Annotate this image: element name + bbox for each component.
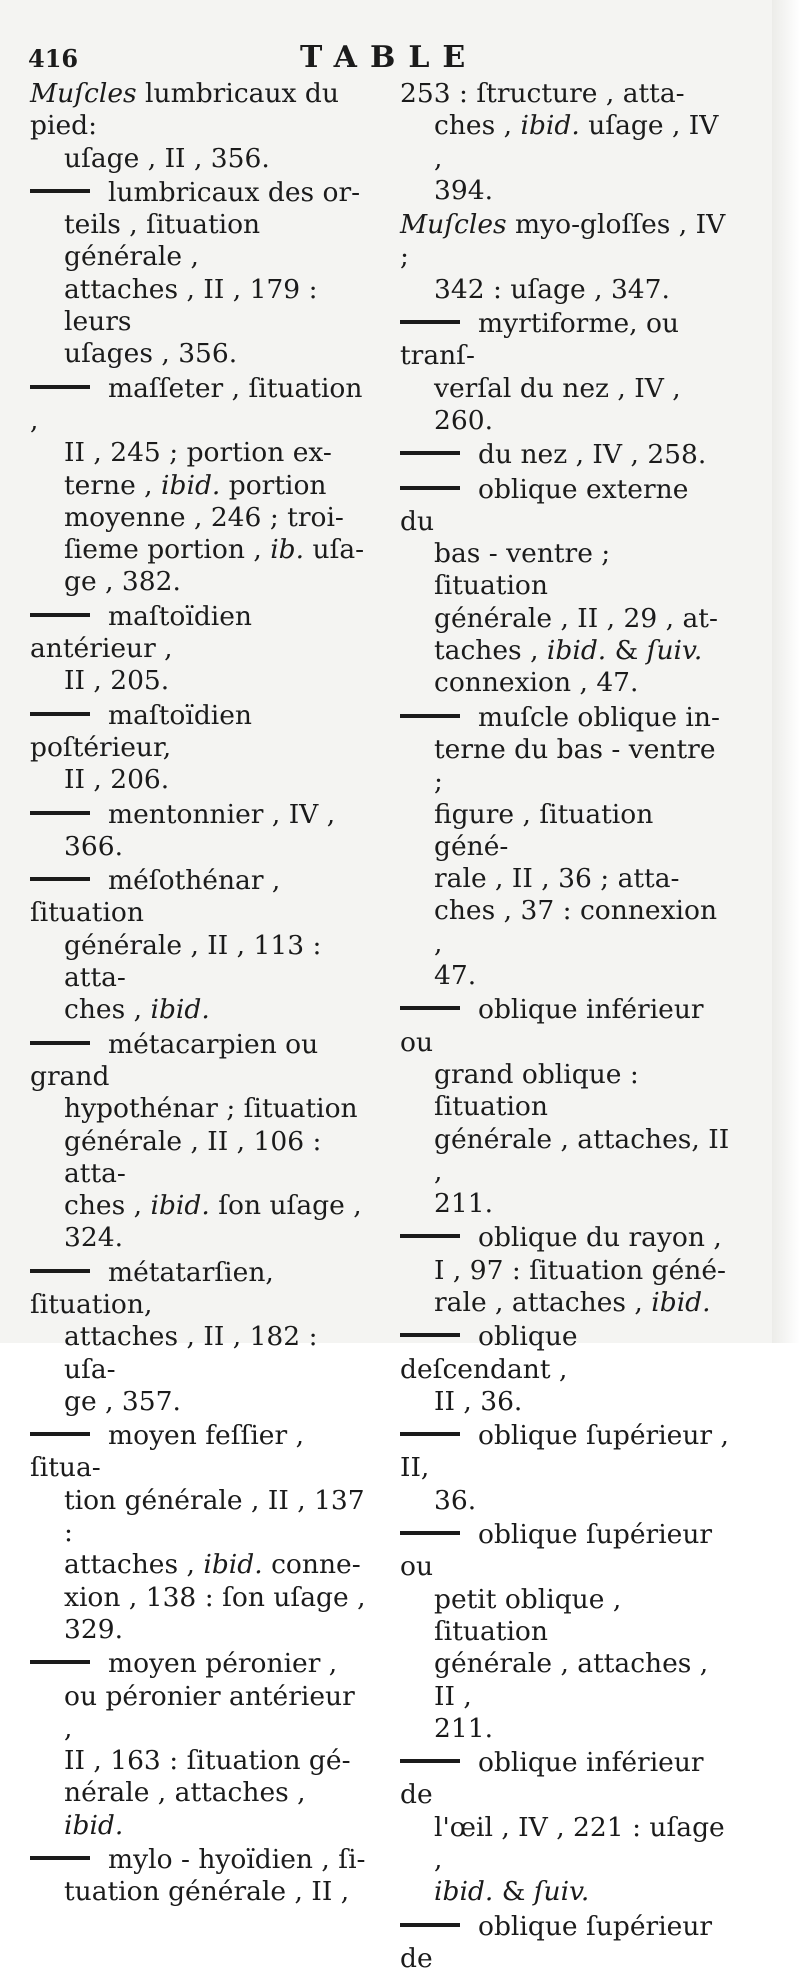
- entry-line: uſage , II , 356.: [64, 142, 270, 174]
- entry-line: petit oblique , ſituation: [434, 1583, 622, 1647]
- ditto-dash: [400, 1531, 460, 1535]
- reference-abbrev: ibid.: [203, 1549, 263, 1581]
- head-word: Muſcles: [30, 78, 146, 109]
- ditto-dash: [400, 486, 460, 490]
- entry-line: oblique du rayon ,: [400, 1222, 730, 1254]
- entry-line: xion , 138 : ſon uſage ,: [64, 1581, 366, 1613]
- entry-line: 329.: [64, 1613, 124, 1645]
- entry-line: 394.: [434, 174, 494, 206]
- entry-line: ches , ibid. ſon uſage ,: [64, 1190, 362, 1222]
- reference-abbrev: ſuiv.: [646, 635, 703, 667]
- ditto-dash: [30, 385, 90, 389]
- ditto-dash: [30, 877, 90, 881]
- ditto-dash: [400, 1234, 460, 1238]
- entry-line: attaches , II , 182 : uſa-: [64, 1321, 318, 1385]
- entry-line: hypothénar ; ſituation: [64, 1093, 358, 1125]
- ditto-dash: [400, 451, 460, 455]
- entry-line: métacarpien ou grand: [30, 1028, 319, 1092]
- entry-line: générale , II , 113 : atta-: [64, 929, 322, 994]
- entry-line: ge , 382.: [64, 566, 181, 598]
- index-entry: [400, 1420, 730, 1517]
- index-entry: [400, 439, 730, 471]
- index-entry: [30, 1029, 370, 1255]
- entry-line: oblique inférieur ou: [400, 994, 704, 1058]
- entry-line: oblique externe du: [400, 473, 689, 537]
- entry-line: 47.: [434, 960, 477, 992]
- entry-line: maſtoïdien poſtérieur,: [30, 699, 253, 763]
- entry-line: méſothénar , ſituation: [30, 865, 281, 929]
- entry-line: attaches , ibid. conne-: [64, 1549, 361, 1581]
- index-entry: [30, 865, 370, 1026]
- ditto-dash: [400, 1759, 460, 1763]
- entry-line: 211.: [434, 1712, 494, 1744]
- entry-line: grand oblique : ſituation: [434, 1058, 639, 1123]
- entry-line: moyen feſſier , ſitua-: [30, 1420, 305, 1484]
- entry-line: 324.: [64, 1222, 124, 1254]
- entry-line: tion générale , II , 137 :: [64, 1484, 365, 1549]
- entry-line: connexion , 47.: [434, 667, 639, 699]
- entry-line: II , 205.: [64, 665, 170, 697]
- index-entry: [400, 78, 730, 207]
- ditto-dash: [30, 1269, 90, 1273]
- index-entry: [30, 1648, 370, 1842]
- index-entry: [400, 209, 730, 306]
- entry-line: ibid. & ſuiv.: [434, 1876, 590, 1908]
- index-entry: [400, 702, 730, 993]
- ditto-dash: [30, 1432, 90, 1436]
- entry-line: tuation générale , II ,: [64, 1876, 350, 1908]
- ditto-dash: [30, 1041, 90, 1045]
- entry-line: mentonnier , IV ,: [30, 799, 370, 831]
- ditto-dash: [30, 811, 90, 815]
- entry-line: oblique ſupérieur , II,: [400, 1420, 729, 1484]
- ditto-dash: [400, 1333, 460, 1337]
- running-head: TABLE: [300, 40, 479, 75]
- entry-line: figure , ſituation géné-: [434, 798, 654, 862]
- entry-line: Muſcles myo-gloſſes , IV ;: [400, 209, 726, 273]
- ditto-dash: [400, 1923, 460, 1927]
- entry-line: oblique deſcendant ,: [400, 1321, 578, 1385]
- entry-line: Muſcles lumbricaux du pied:: [30, 78, 339, 142]
- entry-line: rale , II , 36 ; atta-: [434, 863, 680, 895]
- entry-line: générale , II , 106 : atta-: [64, 1125, 322, 1189]
- index-entry: [30, 1844, 370, 1909]
- entry-line: 366.: [64, 830, 124, 862]
- reference-abbrev: ibid.: [651, 1286, 711, 1318]
- index-entry: [400, 308, 730, 437]
- entry-line: ches , 37 : connexion ,: [434, 895, 718, 959]
- entry-line: verſal du nez , IV ,: [434, 372, 681, 404]
- index-entry: [400, 1222, 730, 1319]
- left-column: [30, 78, 370, 1911]
- entry-line: maſtoïdien antérieur ,: [30, 600, 253, 665]
- index-entry: [30, 1420, 370, 1646]
- entry-line: myrtiforme, ou tranſ-: [400, 308, 680, 372]
- index-entry: [400, 1911, 730, 1976]
- ditto-dash: [400, 714, 460, 718]
- ditto-dash: [400, 1006, 460, 1010]
- entry-line: générale , II , 29 , at-: [434, 602, 718, 634]
- index-entry: [400, 1321, 730, 1418]
- reference-abbrev: ibid.: [161, 469, 221, 501]
- entry-line: générale , attaches, II ,: [434, 1123, 730, 1187]
- entry-line: nérale , attaches , ibid.: [64, 1777, 306, 1841]
- entry-line: 342 : uſage , 347.: [434, 273, 670, 305]
- entry-line: taches , ibid. & ſuiv.: [434, 635, 703, 667]
- reference-abbrev: ibid.: [434, 1876, 494, 1908]
- entry-line: I , 97 : ſituation géné-: [434, 1254, 726, 1286]
- reference-abbrev: ibid.: [150, 994, 210, 1026]
- page-header: [28, 40, 738, 80]
- entry-line: II , 163 : ſituation gé-: [64, 1745, 351, 1777]
- entry-line: uſages , 356.: [64, 338, 238, 370]
- entry-line: II , 206.: [64, 764, 170, 796]
- entry-line: II , 245 ; portion ex-: [64, 437, 332, 469]
- reference-abbrev: ſuiv.: [533, 1876, 590, 1908]
- ditto-dash: [400, 320, 460, 324]
- entry-line: 253 : ſtructure , atta-: [400, 78, 685, 109]
- index-entry: [400, 474, 730, 700]
- entry-line: oblique ſupérieur ou: [400, 1519, 713, 1583]
- reference-abbrev: ibid.: [520, 110, 580, 142]
- entry-line: ge , 357.: [64, 1385, 181, 1417]
- entry-line: terne du bas - ventre ;: [434, 733, 716, 798]
- ditto-dash: [30, 1856, 90, 1860]
- index-entry: [30, 177, 370, 371]
- page-number: 416: [28, 44, 79, 73]
- entry-line: ou péronier antérieur ,: [64, 1680, 355, 1744]
- entry-line: moyen péronier ,: [30, 1648, 370, 1680]
- ditto-dash: [400, 1432, 460, 1436]
- reference-abbrev: ib.: [270, 534, 305, 566]
- index-entry: [30, 799, 370, 864]
- entry-line: maſſeter , ſituation ,: [30, 372, 363, 436]
- index-entry: [30, 78, 370, 175]
- ditto-dash: [30, 712, 90, 716]
- entry-line: métatarſien, ſituation,: [30, 1256, 274, 1320]
- entry-line: 211.: [434, 1188, 494, 1220]
- entry-line: ches , ibid. uſage , IV ,: [434, 110, 719, 174]
- index-entry: [30, 373, 370, 599]
- page-edge: [772, 0, 800, 1343]
- entry-line: bas - ventre ; ſituation: [434, 538, 611, 602]
- entry-line: 260.: [434, 404, 494, 436]
- ditto-dash: [30, 189, 90, 193]
- right-column: [400, 78, 730, 1977]
- entry-line: muſcle oblique in-: [400, 702, 730, 734]
- index-entry: [30, 1257, 370, 1418]
- entry-line: oblique ſupérieur de: [400, 1910, 713, 1974]
- entry-line: ches , ibid.: [64, 994, 210, 1026]
- ditto-dash: [30, 613, 90, 617]
- ditto-dash: [30, 1660, 90, 1664]
- entry-line: générale , attaches , II ,: [434, 1648, 709, 1712]
- entry-line: rale , attaches , ibid.: [434, 1286, 711, 1318]
- index-entry: [30, 601, 370, 698]
- entry-line: teils , ſituation générale ,: [64, 209, 261, 273]
- reference-abbrev: ibid.: [150, 1190, 210, 1222]
- index-entry: [400, 1519, 730, 1745]
- entry-line: lumbricaux des or-: [30, 177, 370, 209]
- entry-line: oblique inférieur de: [400, 1747, 704, 1811]
- index-entry: [400, 994, 730, 1220]
- entry-line: moyenne , 246 ; troi-: [64, 501, 344, 533]
- entry-line: terne , ibid. portion: [64, 469, 327, 501]
- entry-line: 36.: [434, 1484, 477, 1516]
- entry-line: II , 36.: [434, 1385, 523, 1417]
- entry-line: attaches , II , 179 : leurs: [64, 273, 318, 338]
- entry-line: ſieme portion , ib. uſa-: [64, 534, 365, 566]
- reference-abbrev: ibid.: [64, 1809, 124, 1841]
- index-entry: [30, 700, 370, 797]
- index-entry: [400, 1747, 730, 1908]
- entry-line: mylo - hyoïdien , ſi-: [30, 1844, 370, 1876]
- entry-line: l'œil , IV , 221 : uſage ,: [434, 1811, 725, 1876]
- entry-line: du nez , IV , 258.: [400, 439, 730, 471]
- reference-abbrev: ibid.: [546, 635, 607, 667]
- head-word: Muſcles: [400, 209, 516, 241]
